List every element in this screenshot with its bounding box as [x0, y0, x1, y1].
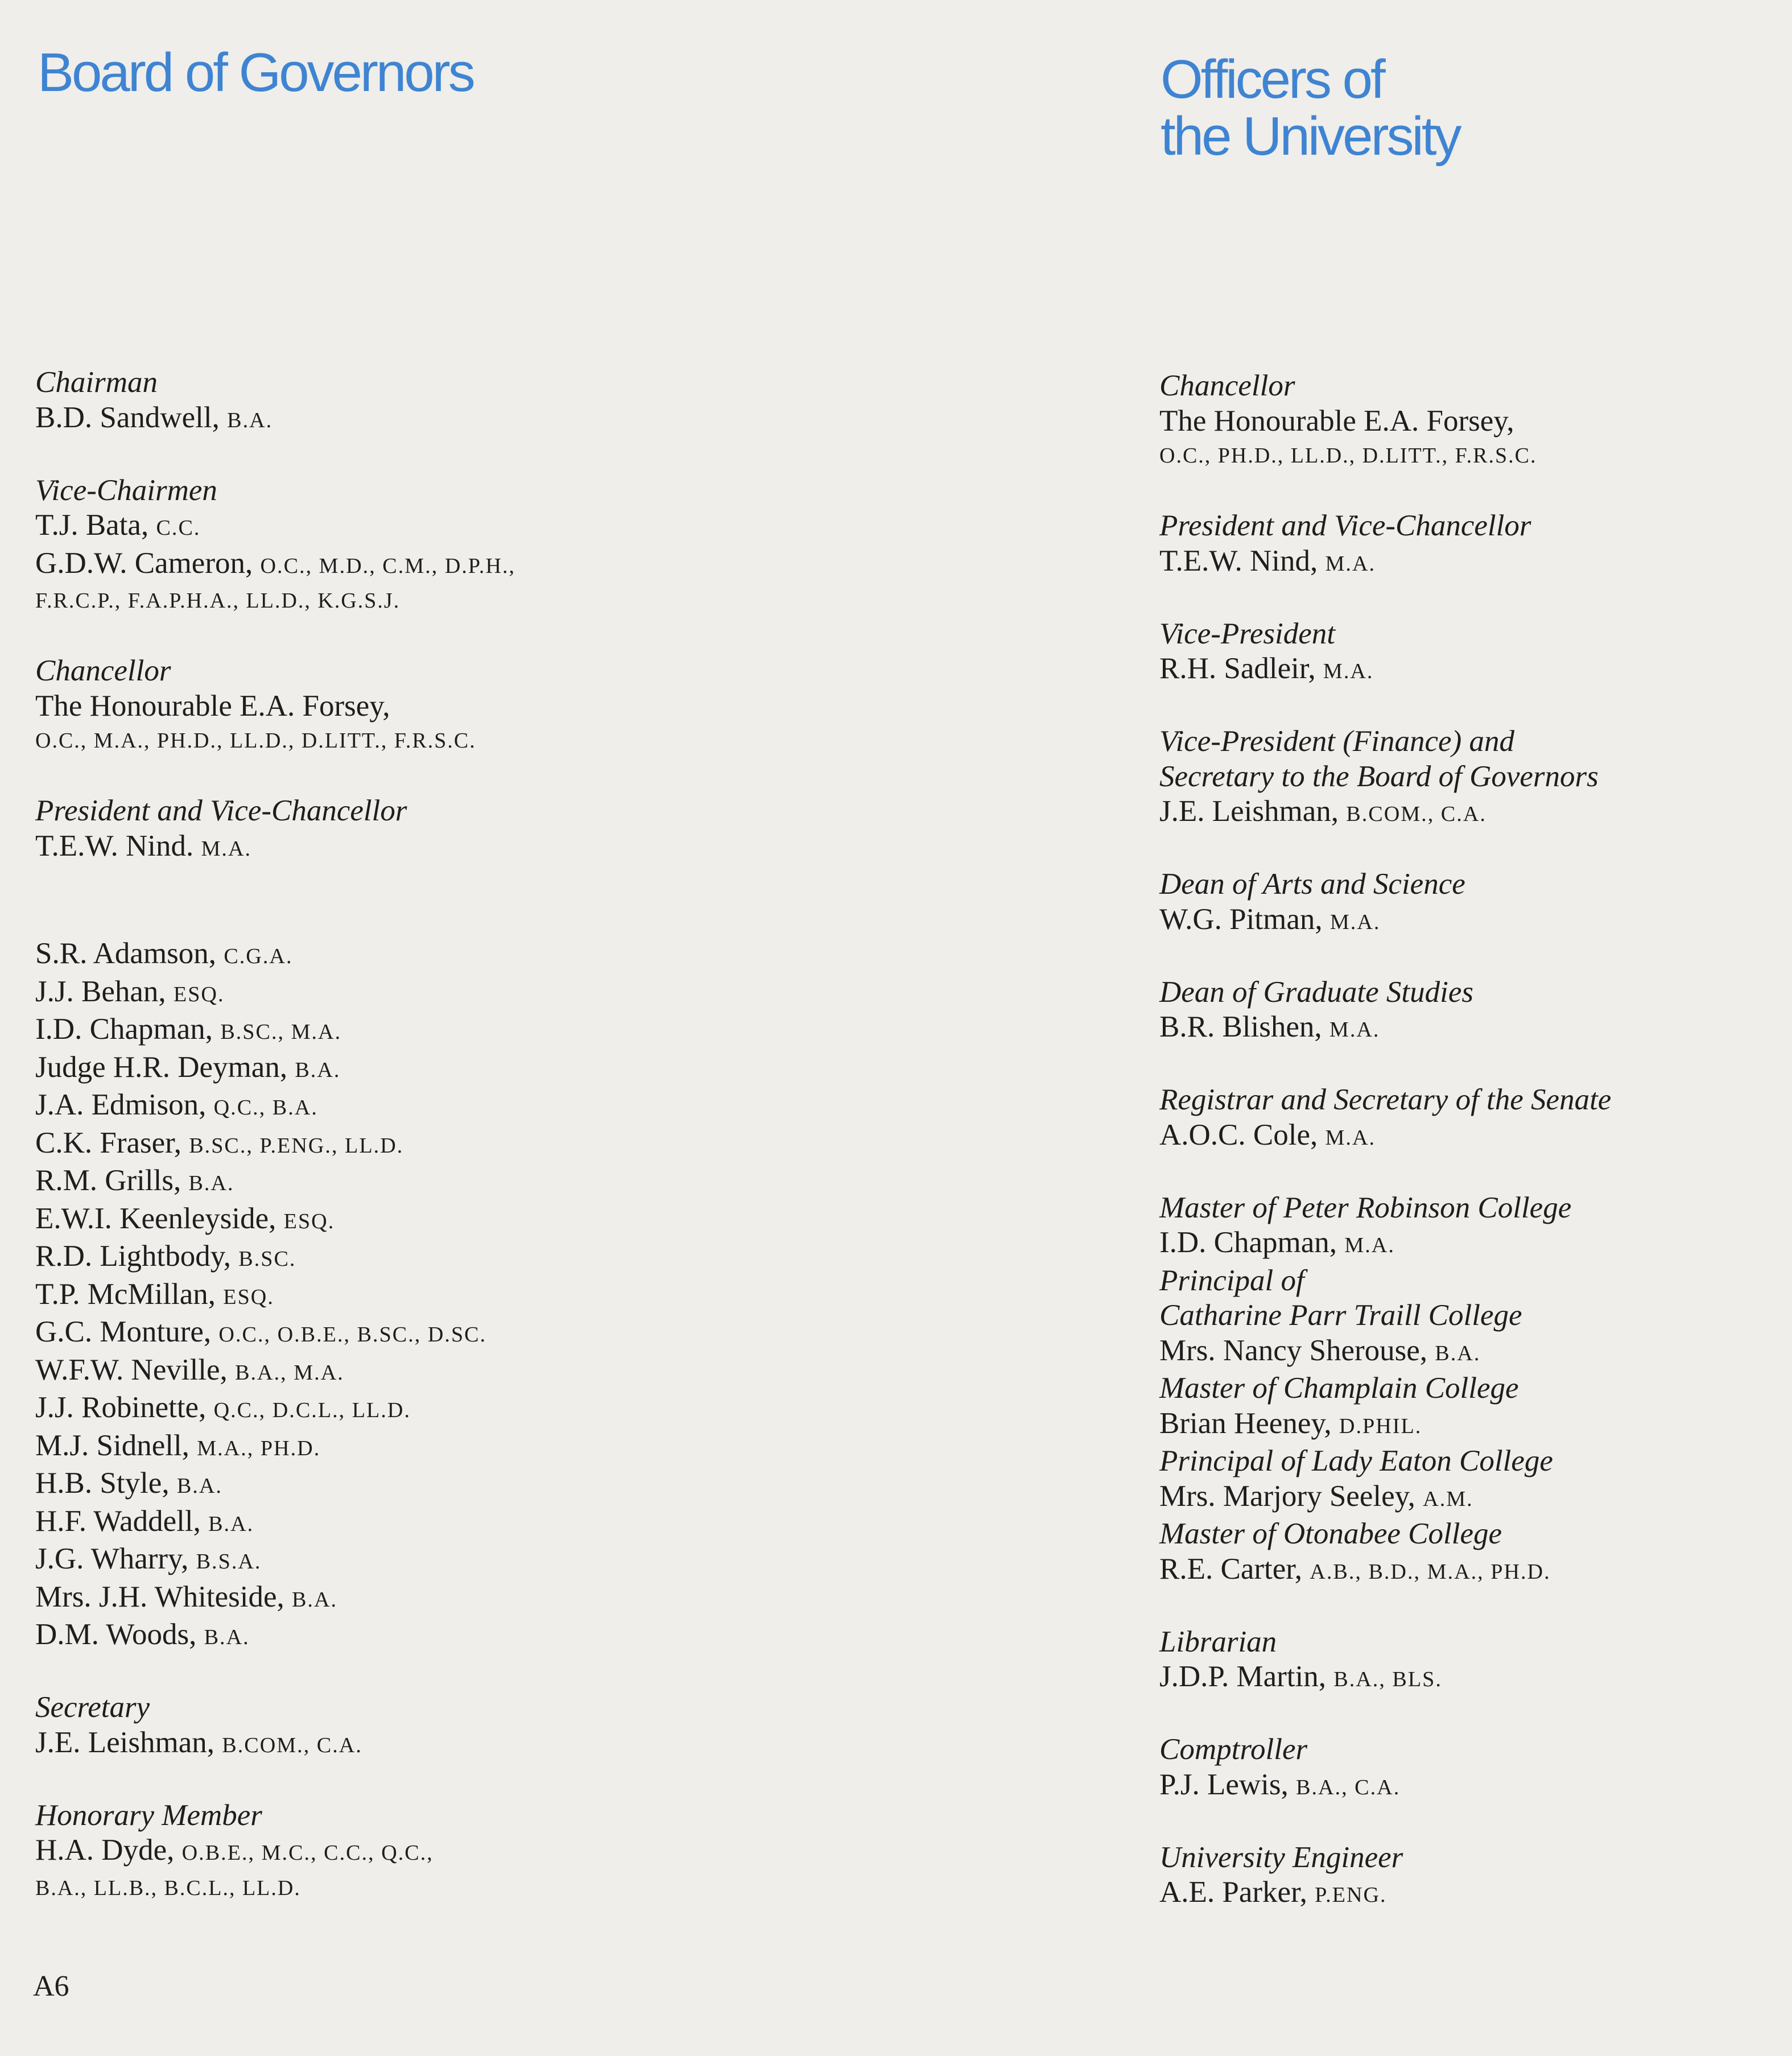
role-label: Secretary to the Board of Governors — [1159, 759, 1599, 793]
person-name: J.D.P. Martin, — [1159, 1660, 1327, 1693]
member-entry — [35, 1202, 746, 1240]
person-qualifications: M.A. — [201, 836, 252, 861]
officers-list — [1159, 369, 1762, 1913]
person-name: C.K. Fraser, — [35, 1126, 181, 1159]
page-number: A6 — [33, 1970, 69, 2003]
vp-finance-group — [1159, 724, 1762, 832]
vice-chairmen-group — [35, 473, 746, 619]
member-entry — [35, 1429, 746, 1467]
person-entry — [1159, 1333, 1762, 1372]
chancellor-group — [1159, 369, 1762, 474]
member-entry — [35, 1617, 746, 1655]
person-qualifications: M.A. — [1325, 551, 1376, 576]
person-name: P.J. Lewis, — [1159, 1768, 1289, 1801]
person-entry — [1159, 1552, 1762, 1590]
honorary-member-group — [35, 1798, 746, 1906]
person-qualifications: ESQ. — [223, 1285, 274, 1309]
person-entry — [35, 546, 746, 584]
role-label: Chancellor — [35, 654, 171, 687]
role-label: Dean of Arts and Science — [1159, 868, 1465, 901]
member-entry — [35, 1390, 746, 1429]
president-group — [1159, 509, 1762, 581]
person-name: J.E. Leishman, — [1159, 795, 1339, 828]
president-group — [35, 794, 746, 866]
colleges-group — [1159, 1191, 1762, 1590]
member-entry — [35, 1050, 746, 1088]
person-qualifications: B.S.A. — [196, 1550, 262, 1574]
person-entry — [1159, 1225, 1762, 1264]
heading-line-1: Officers of — [1161, 49, 1384, 110]
person-qualifications: O.C., O.B.E., B.SC., D.SC. — [218, 1323, 487, 1347]
person-entry — [35, 829, 746, 867]
role-label: President and Vice-Chancellor — [1159, 509, 1531, 542]
person-qualifications: B.SC., M.A. — [220, 1020, 342, 1044]
person-qualifications: M.A. — [1323, 659, 1374, 683]
person-entry — [1159, 1768, 1762, 1806]
person-name: M.J. Sidnell, — [35, 1429, 189, 1462]
role-label: Master of Peter Robinson College — [1159, 1191, 1572, 1224]
heading-text: Board of Governors — [38, 42, 473, 103]
member-entry — [35, 1239, 746, 1277]
chairman-group — [35, 365, 746, 438]
member-entry — [35, 1315, 746, 1353]
member-entry — [35, 1504, 746, 1542]
vice-president-group — [1159, 617, 1762, 690]
person-entry — [1159, 1406, 1762, 1444]
person-name: H.A. Dyde, — [35, 1834, 175, 1867]
person-name: A.O.C. Cole, — [1159, 1118, 1318, 1151]
role-label: Secretary — [35, 1691, 150, 1724]
person-name: W.F.W. Neville, — [35, 1353, 228, 1386]
person-entry — [1159, 902, 1762, 940]
person-entry — [1159, 1479, 1762, 1517]
role-label: Principal of Lady Eaton College — [1159, 1444, 1553, 1477]
person-qualifications: B.A. — [227, 408, 273, 432]
engineer-group — [1159, 1840, 1762, 1913]
person-entry — [35, 1725, 746, 1764]
person-name: R.E. Carter, — [1159, 1552, 1303, 1586]
member-entry — [35, 975, 746, 1013]
person-name: The Honourable E.A. Forsey, — [35, 689, 390, 723]
person-qualifications: M.A. — [1344, 1233, 1395, 1257]
role-label: Catharine Parr Traill College — [1159, 1299, 1522, 1332]
person-qualifications: O.C., M.A., PH.D., LL.D., D.LITT., F.R.S.C. — [35, 729, 476, 753]
person-name: I.D. Chapman, — [1159, 1226, 1337, 1259]
role-label: Registrar and Secretary of the Senate — [1159, 1083, 1612, 1116]
registrar-group — [1159, 1083, 1762, 1155]
person-qualifications: ESQ. — [283, 1209, 335, 1233]
board-of-governors-list — [35, 365, 746, 1906]
person-name: G.C. Monture, — [35, 1315, 212, 1348]
person-name: R.D. Lightbody, — [35, 1240, 232, 1273]
person-name: H.F. Waddell, — [35, 1504, 201, 1538]
person-qualifications: Q.C., D.C.L., LL.D. — [213, 1398, 411, 1422]
person-qualifications: C.C. — [156, 516, 201, 540]
member-entry — [35, 1277, 746, 1315]
person-qualifications: M.A., PH.D. — [197, 1436, 321, 1460]
chancellor-group — [35, 654, 746, 759]
person-qualifications: B.A. — [295, 1058, 341, 1082]
person-entry — [1159, 1118, 1762, 1156]
comptroller-group — [1159, 1732, 1762, 1805]
person-name: D.M. Woods, — [35, 1618, 197, 1651]
person-qualifications: O.C., M.D., C.M., D.P.H., — [260, 554, 516, 578]
person-qualifications: D.PHIL. — [1339, 1414, 1422, 1438]
heading-line-2: the University — [1161, 106, 1460, 167]
person-qualifications: A.M. — [1423, 1487, 1473, 1511]
person-entry — [1159, 544, 1762, 582]
role-label: Honorary Member — [35, 1798, 262, 1832]
person-entry — [35, 1833, 746, 1871]
person-name: J.G. Wharry, — [35, 1542, 189, 1575]
person-qualifications: M.A. — [1325, 1125, 1376, 1150]
role-label: Principal of — [1159, 1264, 1304, 1297]
role-label: Dean of Graduate Studies — [1159, 975, 1474, 1009]
person-name: Mrs. Nancy Sherouse, — [1159, 1333, 1428, 1367]
member-entry — [35, 1580, 746, 1618]
person-qualifications: M.A. — [1329, 910, 1381, 934]
person-qualifications: Q.C., B.A. — [213, 1096, 318, 1120]
person-qualifications: B.A. — [1435, 1341, 1481, 1365]
role-label: Comptroller — [1159, 1733, 1308, 1766]
person-entry — [1159, 794, 1762, 832]
person-name: T.E.W. Nind, — [1159, 544, 1318, 577]
person-qualifications: B.A. — [291, 1587, 338, 1612]
role-label: Vice-President (Finance) and — [1159, 725, 1514, 758]
qualifications-continued: B.A., LL.B., B.C.L., LL.D. — [35, 1876, 301, 1900]
librarian-group — [1159, 1625, 1762, 1698]
person-name: J.J. Robinette, — [35, 1391, 207, 1424]
person-name: E.W.I. Keenleyside, — [35, 1202, 276, 1235]
person-name: Mrs. J.H. Whiteside, — [35, 1580, 284, 1613]
person-qualifications: P.ENG. — [1315, 1883, 1387, 1907]
person-qualifications: A.B., B.D., M.A., PH.D. — [1310, 1559, 1551, 1584]
member-entry — [35, 1353, 746, 1391]
dean-grad-group — [1159, 975, 1762, 1048]
person-name: T.P. McMillan, — [35, 1277, 216, 1311]
person-name: S.R. Adamson, — [35, 937, 217, 970]
person-name: W.G. Pitman, — [1159, 902, 1323, 936]
person-name: R.M. Grills, — [35, 1164, 181, 1197]
member-entry — [35, 1163, 746, 1202]
person-name: J.A. Edmison, — [35, 1088, 207, 1121]
role-label: Vice-Chairmen — [35, 473, 217, 507]
person-entry — [1159, 1659, 1762, 1698]
person-name: I.D. Chapman, — [35, 1013, 213, 1046]
role-label: Chairman — [35, 366, 158, 399]
role-label: Chancellor — [1159, 369, 1295, 402]
person-name: H.B. Style, — [35, 1467, 170, 1500]
person-entry — [35, 401, 746, 439]
person-qualifications: B.A. — [176, 1474, 222, 1498]
role-label: Librarian — [1159, 1625, 1277, 1658]
person-name: B.R. Blishen, — [1159, 1010, 1322, 1043]
person-name: Brian Heeney, — [1159, 1406, 1332, 1440]
person-entry — [35, 508, 746, 546]
person-entry — [1159, 1010, 1762, 1048]
person-qualifications: B.COM., C.A. — [222, 1733, 362, 1757]
person-entry — [1159, 651, 1762, 690]
role-label: Master of Champlain College — [1159, 1372, 1519, 1405]
person-qualifications: B.A., BLS. — [1333, 1667, 1442, 1691]
qualifications-continued: F.R.C.P., F.A.P.H.A., LL.D., K.G.S.J. — [35, 589, 400, 613]
dean-arts-group — [1159, 867, 1762, 940]
person-qualifications: B.SC., P.ENG., LL.D. — [189, 1133, 404, 1158]
person-name: The Honourable E.A. Forsey, — [1159, 404, 1514, 437]
person-qualifications: M.A. — [1329, 1018, 1380, 1042]
member-entry — [35, 1088, 746, 1126]
role-label: Vice-President — [1159, 617, 1336, 650]
person-qualifications: ESQ. — [173, 982, 225, 1006]
person-name: G.D.W. Cameron, — [35, 546, 253, 580]
person-qualifications: B.A. — [188, 1171, 234, 1195]
officers-heading — [1161, 51, 1460, 165]
person-qualifications: B.SC. — [238, 1247, 296, 1271]
role-label: President and Vice-Chancellor — [35, 794, 407, 827]
person-name: A.E. Parker, — [1159, 1876, 1307, 1909]
person-qualifications: O.C., PH.D., LL.D., D.LITT., F.R.S.C. — [1159, 444, 1537, 468]
role-label: Master of Otonabee College — [1159, 1517, 1502, 1550]
person-qualifications: B.A., C.A. — [1296, 1775, 1401, 1799]
person-name: T.E.W. Nind. — [35, 829, 194, 862]
person-qualifications: C.G.A. — [224, 944, 293, 968]
secretary-group — [35, 1690, 746, 1763]
person-qualifications: B.A. — [208, 1512, 254, 1536]
member-entry — [35, 1542, 746, 1580]
person-entry — [1159, 1875, 1762, 1913]
governors-members-list — [35, 936, 746, 1655]
member-entry — [35, 1126, 746, 1164]
person-name: Judge H.R. Deyman, — [35, 1050, 288, 1084]
person-name: R.H. Sadleir, — [1159, 652, 1316, 685]
person-qualifications: O.B.E., M.C., C.C., Q.C., — [181, 1841, 433, 1865]
board-of-governors-heading — [38, 44, 473, 101]
member-entry — [35, 936, 746, 975]
person-name: J.J. Behan, — [35, 975, 166, 1008]
person-name: Mrs. Marjory Seeley, — [1159, 1479, 1415, 1513]
person-name: J.E. Leishman, — [35, 1725, 214, 1759]
role-label: University Engineer — [1159, 1840, 1403, 1874]
person-name: B.D. Sandwell, — [35, 401, 220, 434]
person-qualifications: B.COM., C.A. — [1346, 802, 1487, 826]
person-qualifications: B.A., M.A. — [235, 1360, 344, 1385]
person-qualifications: B.A. — [204, 1625, 250, 1649]
person-name: T.J. Bata, — [35, 509, 149, 542]
member-entry — [35, 1466, 746, 1504]
member-entry — [35, 1012, 746, 1050]
